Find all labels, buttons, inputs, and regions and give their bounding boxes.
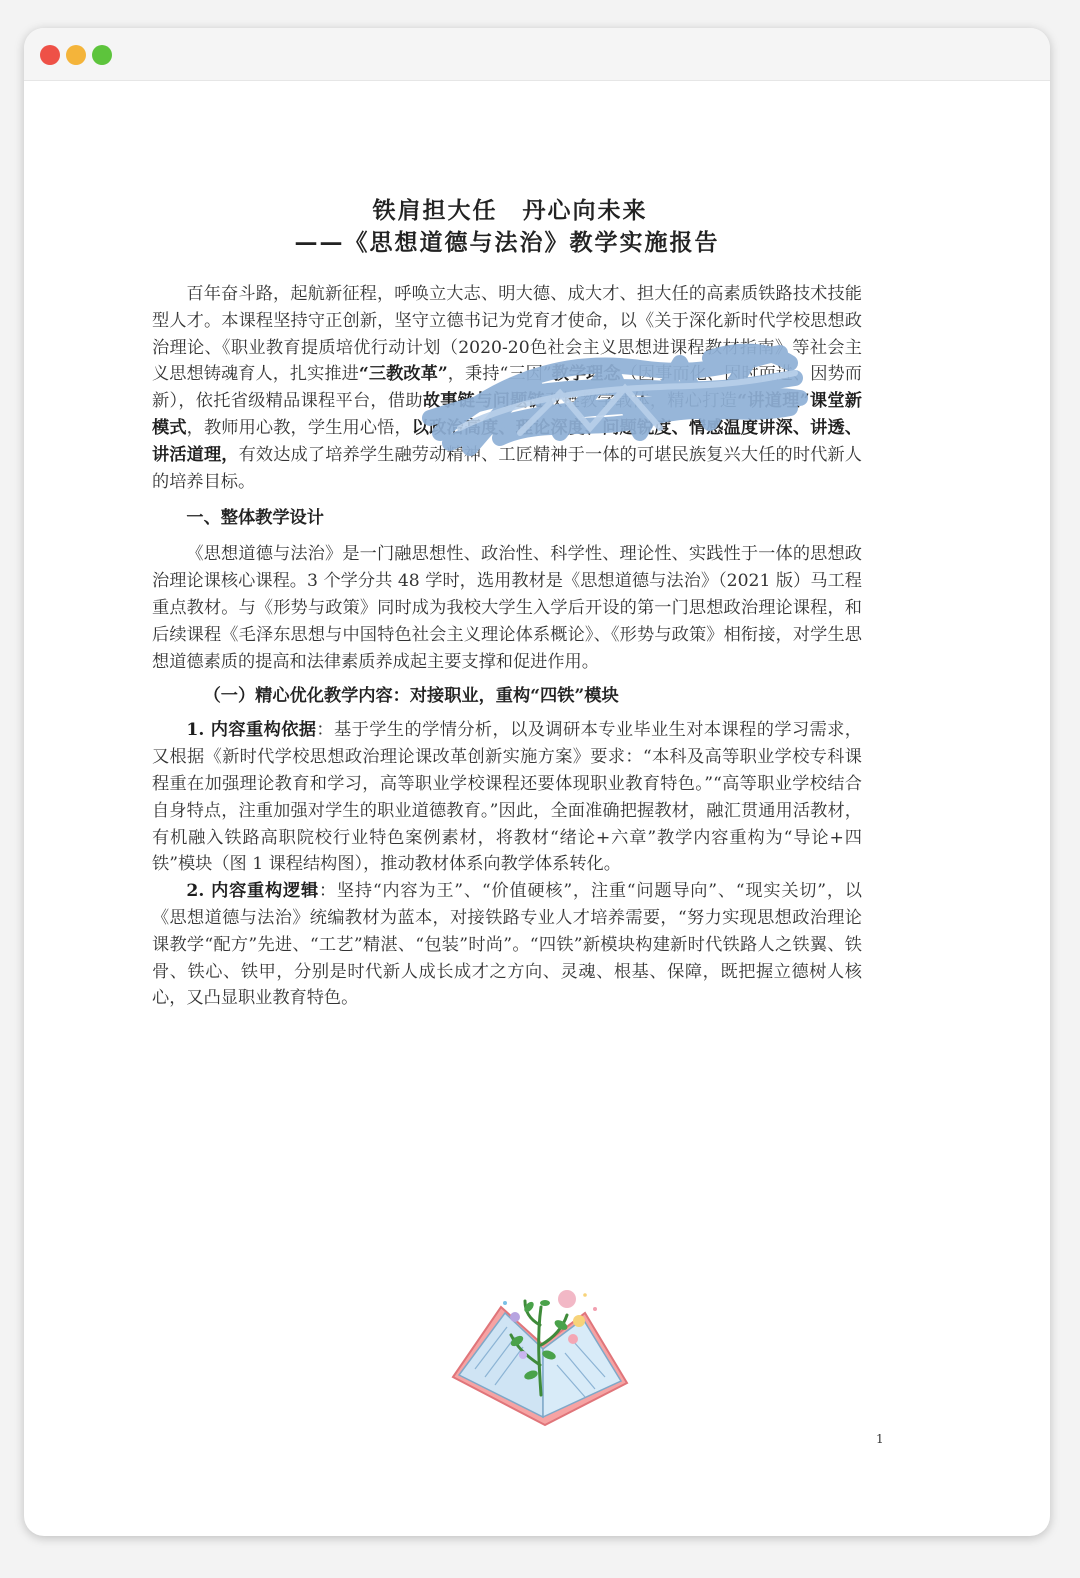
section-paragraph: 《思想道德与法治》是一门融思想性、政治性、科学性、理论性、实践性于一体的思想政治理论课核心课程。3 个学分共 48 学时，选用教材是《思想道德与法治》（2021 版）马工程重点教材。与《形势与政策》同时成为我校大学生入学后开设的第一门思想政治理论课程，和后续课程《毛泽东思想与中国特色社会主义理论体系概论》、《形势与政策》相衔接，对学生思想道德素质的提高和法律素质养成起主要支撑和促进作用。	[152, 544, 862, 672]
content-basis-paragraph	[152, 717, 862, 878]
content-basis-label: 1. 内容重构依据	[186, 720, 317, 741]
intro-text-10: 有效达成了培养学生融劳动精神、工匠精神于一体的可堪民族复兴大任的时代新人的培养目标。	[152, 444, 862, 492]
intro-text-7: （因事而化、因时而进、因势而新），依托省级精品课程平台，借助	[152, 364, 862, 412]
section-heading: 一、整体教学设计	[186, 508, 324, 529]
window-titlebar	[24, 28, 1050, 81]
minimize-window-button[interactable]	[66, 45, 86, 65]
intro-text-5: 社会主义思想铸魂育人，扎实推进	[152, 337, 862, 385]
intro-text-9: ，教师用心教，学生用心悟，	[186, 417, 412, 438]
intro-text-2: 书记为党育才使命，以《关于深化新时代学校思想政治理论	[152, 310, 862, 358]
page-number: 1	[876, 1432, 884, 1446]
intro-bold-5: 以政治高度、理论深度、问题锐度、情感温度讲深、讲透、讲活道理，	[152, 417, 862, 465]
content-logic-paragraph	[152, 878, 862, 1012]
intro-bold-1: “三教改革”	[358, 364, 448, 385]
intro-text-4: 色社会主义思想进课程教材指南》等	[529, 337, 810, 358]
intro-bold-2: 教学理念	[551, 364, 621, 385]
document-page	[152, 195, 862, 1012]
intro-text-6: ，秉持“三因”	[447, 364, 552, 385]
subsection-heading: （一）精心优化教学内容：对接职业，重构“四铁”模块	[203, 686, 619, 707]
content-logic-label: 2. 内容重构逻辑	[186, 881, 319, 902]
close-window-button[interactable]	[40, 45, 60, 65]
intro-text-3: 、《职业教育提质培优行动计划（2020-20	[204, 337, 530, 358]
zoom-window-button[interactable]	[92, 45, 112, 65]
document-subtitle: ——《思想道德与法治》教学实施报告	[294, 229, 720, 256]
redaction-scribble	[410, 338, 810, 458]
document-title: 铁肩担大任 丹心向未来	[372, 197, 648, 224]
intro-text-8: 双链教学载体，精心打造	[545, 391, 738, 412]
open-book-with-flowers-icon	[445, 1285, 635, 1430]
content-logic-text: ：坚持“内容为王”、“价值硬核”，注重“问题导向”、“现实关切”，以《思想道德与法治》统编教材为蓝本，对接铁路专业人才培养需要，“努力实现思想政治理论课教学“配方”先进、“工艺”精湛、“包装”时尚”。“四铁”新模块构建新时代铁路人之铁翼、铁骨、铁心、铁甲，分别是时代新人成长成才之方向、灵魂、根基、保障，既把握立德树人核心，又凸显职业教育特色。	[152, 881, 862, 1009]
intro-bold-3: 故事链与问题链	[422, 391, 546, 412]
intro-bold-4: “讲道理”课堂新模式	[152, 391, 862, 438]
content-basis-text: ：基于学生的学情分析，以及调研本专业毕业生对本课程的学习需求，又根据《新时代学校思想政治理论课改革创新实施方案》要求：“本科及高等职业学校专科课程重在加强理论教育和学习，高等职业学校课程还要体现职业教育特色。”“高等职业学校结合自身特点，注重加强对学生的职业道德教育。”因此，全面准确把握教材，融汇贯通用活教材，有机融入铁路高职院校行业特色案例素材，将教材“绪论+六章”教学内容重构为“导论+四铁”模块（图 1 课程结构图），推动教材体系向教学体系转化。	[152, 720, 862, 875]
intro-text-1: 百年奋斗路，起航新征程，呼唤立大志、明大德、成大才、担大任的高素质铁路技术技能型人才。本课程坚持守正创新，坚守立德	[152, 284, 862, 331]
